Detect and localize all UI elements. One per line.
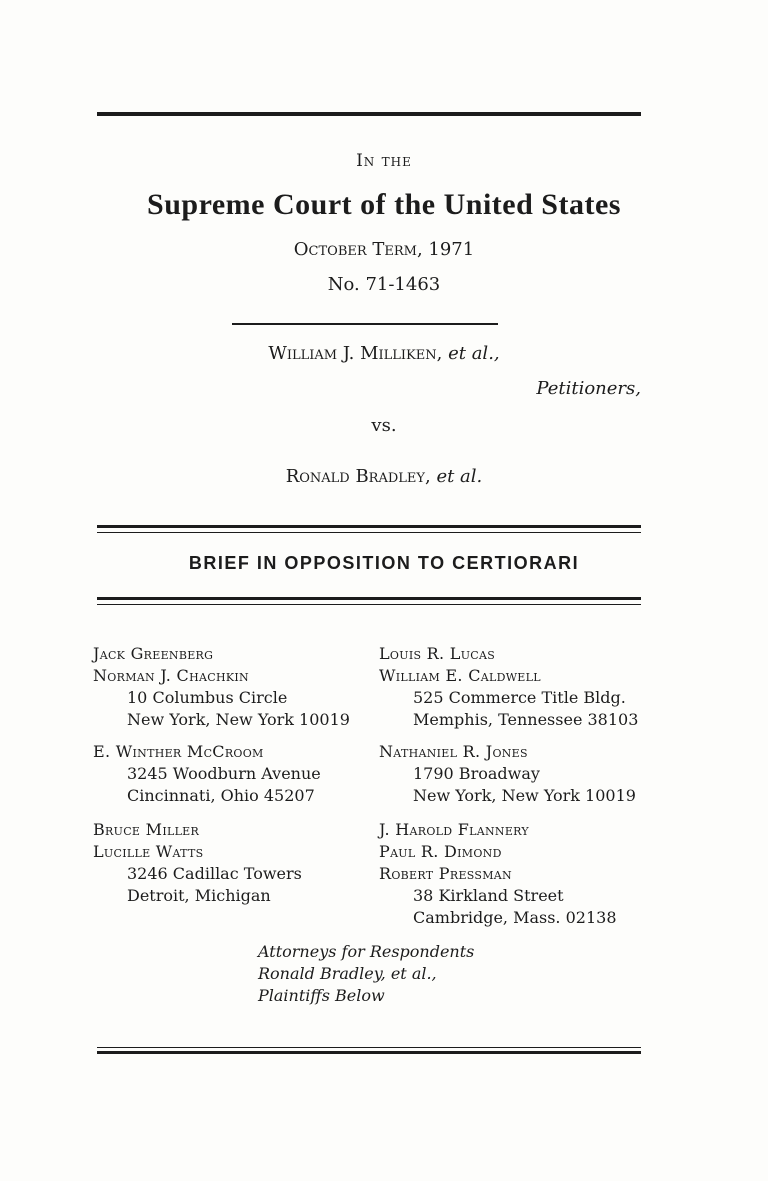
petitioner-line [0, 343, 768, 364]
counsel-name: Jack Greenberg [93, 644, 214, 663]
in-the-caption: In the [356, 151, 412, 171]
respondent-name: Ronald Bradley, [285, 466, 431, 487]
counsel-address-line: Cambridge, Mass. 02138 [413, 908, 617, 927]
counsel-name: Lucille Watts [93, 842, 204, 861]
title-rule-top-2 [97, 532, 641, 533]
counsel-name: William E. Caldwell [379, 666, 541, 685]
counsel-left-block-2 [93, 741, 373, 807]
counsel-name: Robert Pressman [379, 864, 512, 883]
petitioner-etal: et al., [448, 343, 500, 364]
petitioner-name: William J. Milliken, [268, 343, 443, 364]
title-rule-bottom-1 [97, 597, 641, 600]
counsel-right-block-1 [379, 643, 669, 731]
versus: vs. [371, 415, 397, 436]
petitioners-role: Petitioners, [536, 378, 641, 399]
short-divider [232, 323, 498, 325]
counsel-name: Louis R. Lucas [379, 644, 496, 663]
title-rule-bottom-2 [97, 604, 641, 605]
top-rule [97, 112, 641, 116]
counsel-address-line: 10 Columbus Circle [127, 688, 288, 707]
attorneys-line: Attorneys for Respondents [258, 942, 475, 961]
docket-number: No. 71-1463 [327, 274, 441, 295]
attorneys-for-block [258, 941, 678, 1007]
counsel-name: Nathaniel R. Jones [379, 742, 528, 761]
respondent-line [0, 466, 768, 487]
counsel-address-line: 3245 Woodburn Avenue [127, 764, 321, 783]
respondent-etal: et al. [436, 466, 483, 487]
counsel-address-line: 525 Commerce Title Bldg. [413, 688, 626, 707]
counsel-right-block-2 [379, 741, 669, 807]
counsel-address-line: Detroit, Michigan [127, 886, 271, 905]
counsel-name: Norman J. Chachkin [93, 666, 249, 685]
counsel-right-block-3 [379, 819, 669, 929]
brief-title: BRIEF IN OPPOSITION TO CERTIORARI [188, 553, 580, 573]
counsel-left-block-1 [93, 643, 373, 731]
bottom-rule-1 [97, 1047, 641, 1048]
counsel-name: E. Winther McCroom [93, 742, 264, 761]
counsel-address-line: 3246 Cadillac Towers [127, 864, 302, 883]
counsel-address-line: 38 Kirkland Street [413, 886, 564, 905]
bottom-rule-2 [97, 1051, 641, 1054]
counsel-address-line: 1790 Broadway [413, 764, 540, 783]
counsel-address-line: New York, New York 10019 [127, 710, 350, 729]
counsel-address-line: New York, New York 10019 [413, 786, 636, 805]
counsel-address-line: Cincinnati, Ohio 45207 [127, 786, 315, 805]
counsel-name: J. Harold Flannery [379, 820, 529, 839]
title-rule-top-1 [97, 525, 641, 528]
counsel-name: Paul R. Dimond [379, 842, 502, 861]
counsel-left-block-3 [93, 819, 373, 907]
counsel-name: Bruce Miller [93, 820, 200, 839]
term: October Term, 1971 [293, 239, 475, 260]
attorneys-line: Plaintiffs Below [258, 986, 385, 1005]
attorneys-line: Ronald Bradley, et al., [258, 964, 437, 983]
court-name: Supreme Court of the United States [147, 188, 621, 221]
counsel-address-line: Memphis, Tennessee 38103 [413, 710, 639, 729]
